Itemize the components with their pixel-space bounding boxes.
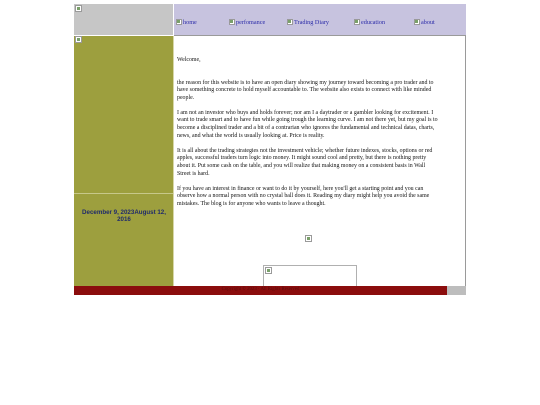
finance-interest-paragraph: If you have an interest in finance or want to do it by yourself, here you'll get a starting point and you can observe how a normal person with no crystal ball does it. Reading my diary might help you avoid the same mistakes. The blog is for anyone who wants to leave a thought.	[177, 185, 430, 207]
broken-image-icon	[354, 19, 360, 25]
sidebar	[74, 35, 174, 286]
broken-image-icon	[176, 19, 182, 25]
main-content	[174, 35, 466, 286]
logo-image-placeholder-icon	[75, 5, 82, 12]
footer-corner	[447, 286, 466, 295]
intro-paragraph: the reason for this website is to have an open diary showing my journey toward becoming a pro trader and to have something concrete to hold myself accountable to. The website also exists to connect with like minded people.	[177, 79, 434, 101]
sidebar-divider	[74, 193, 173, 194]
sidebar-divider-top	[74, 35, 174, 36]
sidebar-image-placeholder-icon	[75, 36, 82, 43]
broken-image-icon	[305, 235, 312, 242]
nav-link-trading-diary[interactable]: Trading Diary	[287, 19, 329, 26]
logo-area	[74, 4, 174, 35]
nav-link-education[interactable]: education	[354, 19, 385, 26]
broken-image-icon	[287, 19, 293, 25]
date-range: December 9, 2023August 12, 2016	[82, 209, 166, 223]
footer	[74, 286, 447, 295]
footer-copyright: Copyright © 2023 · All Rights Reserved	[221, 287, 300, 292]
page-frame	[74, 4, 466, 295]
banner-image[interactable]	[263, 265, 357, 287]
welcome-heading: Welcome,	[177, 57, 201, 63]
top-navigation	[174, 4, 466, 35]
broken-image-icon	[414, 19, 420, 25]
nav-link-about[interactable]: about	[414, 19, 435, 26]
broken-image-icon	[229, 19, 235, 25]
nav-link-home[interactable]: home	[176, 19, 197, 26]
broken-image-icon	[265, 267, 272, 274]
investor-paragraph: I am not an investor who buys and holds forever; nor am I a daytrader or a gambler looking for excitement. I want to trade smart and to have fun while going trough the learning curve. I am not there yet, but my goal is to become a disciplined trader and a bit of a contrarian who ignores the fundamental and technical datas, charts, news, and what the world is usually looking at. Price is reality.	[177, 109, 438, 139]
strategy-paragraph: It is all about the trading strategies not the investment vehicle; whether future indexes, stocks, options or red apples, successful traders turn logic into money. It might sound cool and pretty, but there is nothing pretty about it. Put some cash on the table, and you will realize that making money on a consistent basis in Wall Street is hard.	[177, 147, 433, 177]
nav-link-performance[interactable]: perfomance	[229, 19, 265, 26]
article-body	[177, 57, 439, 216]
